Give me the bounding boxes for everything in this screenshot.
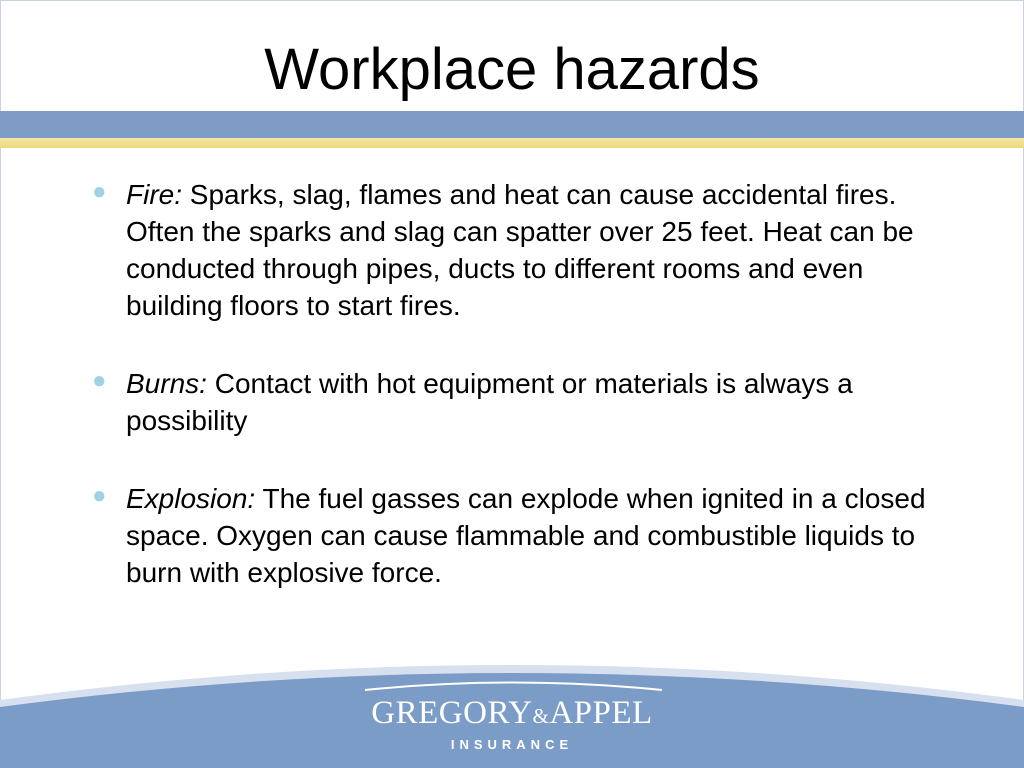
slide-title: Workplace hazards: [264, 37, 760, 102]
bullet-dot-icon: ●: [92, 367, 107, 394]
bullet-explosion: [88, 480, 928, 591]
bullet-text: Sparks, slag, flames and heat can cause accidental fires. Often the sparks and slag can spatter over 25 feet. Heat can be conducted through pipes, ducts to different rooms and even building floors to start fires.: [126, 179, 914, 321]
company-logo: [0, 695, 1024, 732]
bullet-burns: [88, 365, 928, 439]
bullet-text: The fuel gasses can explode when ignited in a closed space. Oxygen can cause flammable and combustible liquids to burn with explosive force.: [126, 483, 926, 588]
header-band-blue: [0, 111, 1024, 138]
bullet-term: Explosion:: [126, 483, 256, 514]
bullet-term: Burns:: [126, 368, 207, 399]
logo-name-right: APPEL: [549, 695, 653, 731]
logo-ampersand: &: [532, 704, 550, 728]
bullet-dot-icon: ●: [92, 178, 107, 205]
bullet-fire: [88, 176, 928, 324]
header-band-yellow: [0, 138, 1024, 148]
bullet-text: Contact with hot equipment or materials is always a possibility: [126, 368, 853, 436]
bullet-term: Fire:: [126, 179, 182, 210]
bullet-dot-icon: ●: [92, 482, 107, 509]
logo-name-left: GREGORY: [371, 695, 533, 731]
logo-subtitle: INSURANCE: [450, 737, 574, 752]
bullet-list: [88, 176, 928, 591]
